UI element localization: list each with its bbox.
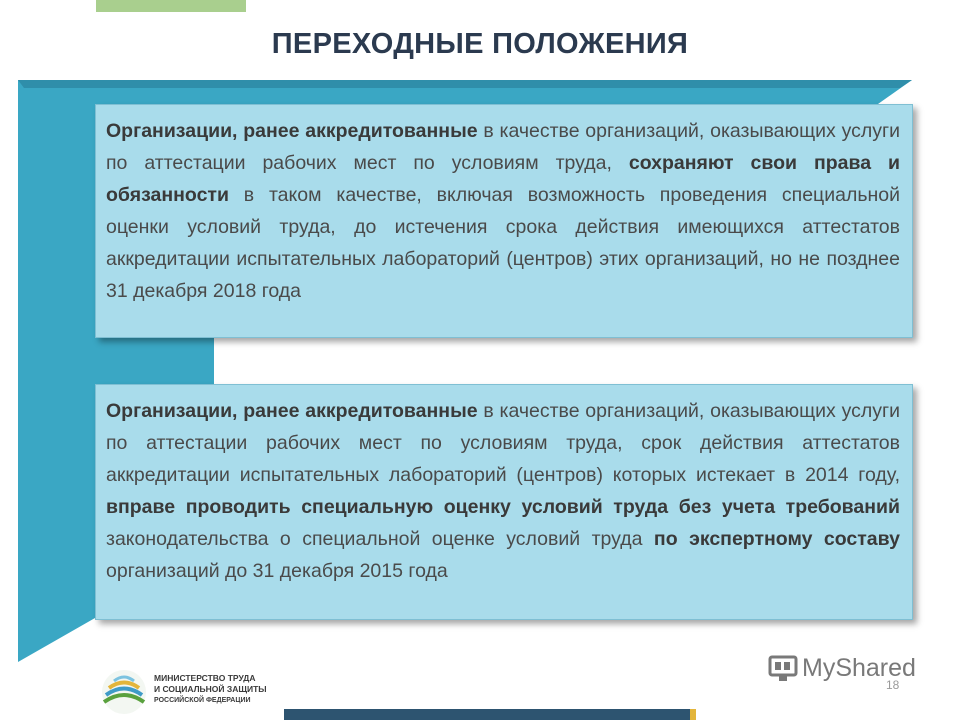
panel1-text-end: в таком качестве, включая возможность проведения специальной оценки условий труда, до истечения срока действия имеющихся аттестатов аккредитации испытательных лабораторий (центров) этих организаций, но не позднее 31 декабря 2018 года (106, 184, 900, 302)
text-panel-1 (95, 104, 913, 338)
watermark-text: MyShared (802, 654, 916, 682)
ministry-line-3: РОССИЙСКОЙ ФЕДЕРАЦИИ (154, 697, 251, 704)
panel1-bold-subject: Организации, ранее аккредитованные (106, 120, 478, 142)
text-panel-2 (95, 384, 913, 620)
panel2-text: в качестве организаций, оказывающих услуги по аттестации рабочих мест по условиям труда, срок действия аттестатов аккредитации испытательных лабораторий (центров) которых истекает в 2014 году, (106, 400, 900, 486)
ministry-line-1: МИНИСТЕРСТВО ТРУДА (154, 673, 256, 683)
panel2-bold-expert: по экспертному составу (653, 528, 900, 550)
bottom-accent (690, 709, 696, 720)
page-number: 18 (886, 678, 900, 692)
panel1-text: в качестве организаций, оказывающих услуги по аттестации рабочих мест по условиям труда, (106, 120, 900, 174)
ministry-name (154, 673, 267, 706)
panel2-bold-right: вправе проводить специальную оценку условий труда без учета требований (106, 496, 900, 518)
ministry-line-2: И СОЦИАЛЬНОЙ ЗАЩИТЫ (154, 684, 267, 694)
bottom-bar (284, 709, 694, 720)
panel2-bold-subject: Организации, ранее аккредитованные (106, 400, 478, 422)
panel1-bold-rights: сохраняют свои права и обязанности (106, 152, 900, 206)
ministry-logo-icon (100, 668, 148, 716)
panel2-text-end: организаций до 31 декабря 2015 года (106, 560, 448, 582)
panel2-text-mid: законодательства о специальной оценке условий труда (106, 528, 654, 550)
monitor-icon (768, 655, 798, 683)
slide-title: ПЕРЕХОДНЫЕ ПОЛОЖЕНИЯ (271, 28, 689, 60)
